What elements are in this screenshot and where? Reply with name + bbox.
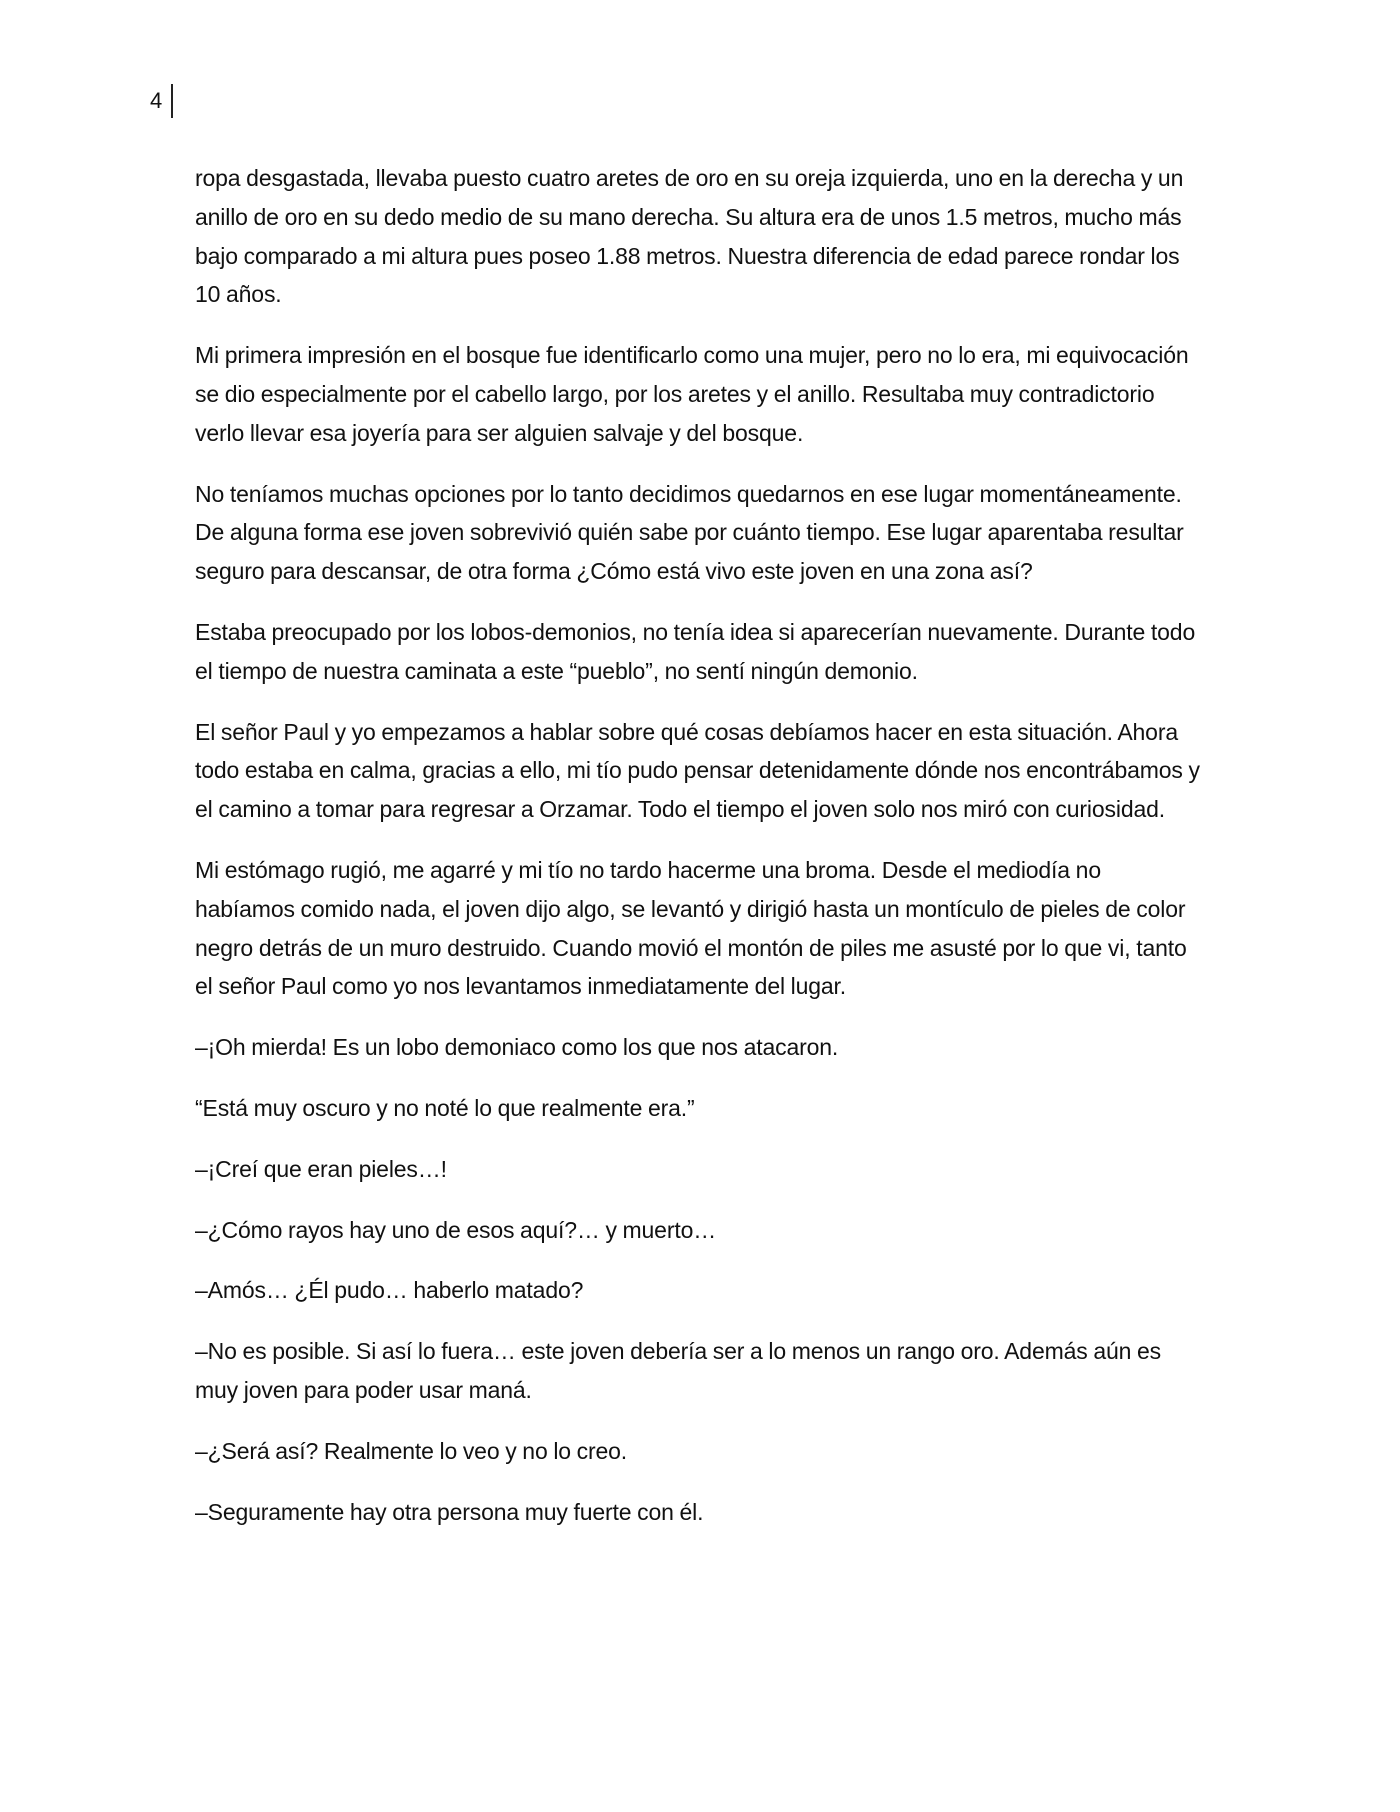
dialogue-line-2: –¡Creí que eran pieles…! — [195, 1155, 447, 1182]
paragraph-2: Mi primera impresión en el bosque fue identificarlo como una mujer, pero no lo era, mi equivocación se dio especialmente por el cabello largo, por los aretes y el anillo. Resultaba muy contradictorio verlo llevar esa joyería para ser alguien salvaje y del bosque. — [195, 342, 1189, 446]
thought-line: “Está muy oscuro y no noté lo que realmente era.” — [195, 1094, 695, 1121]
paragraph-4: Estaba preocupado por los lobos-demonios, no tenía idea si aparecerían nuevamente. Durante todo el tiempo de nuestra caminata a este “pueblo”, no sentí ningún demonio. — [195, 618, 1196, 684]
paragraph-6: Mi estómago rugió, me agarré y mi tío no tardo hacerme una broma. Desde el mediodía no habíamos comido nada, el joven dijo algo, se levantó y dirigió hasta un montículo de pieles de color negro detrás de un muro destruido. Cuando movió el montón de piles me asusté por lo que vi, tanto el señor Paul como yo nos levantamos inmediatamente del lugar. — [195, 856, 1187, 1000]
dialogue-line-1: –¡Oh mierda! Es un lobo demoniaco como los que nos atacaron. — [195, 1034, 839, 1061]
page-number: 4 — [150, 88, 163, 113]
dialogue-line-3: –¿Cómo rayos hay uno de esos aquí?… y muerto… — [195, 1216, 717, 1243]
paragraph-1: ropa desgastada, llevaba puesto cuatro aretes de oro en su oreja izquierda, uno en la derecha y un anillo de oro en su dedo medio de su mano derecha. Su altura era de unos 1.5 metros, mucho más bajo comparado a mi altura pues poseo 1.88 metros. Nuestra diferencia de edad parece rondar los 10 años. — [195, 165, 1184, 308]
dialogue-line-4: –Amós… ¿Él pudo… haberlo matado? — [195, 1277, 584, 1304]
header-rule — [171, 84, 173, 118]
paragraph-5: El señor Paul y yo empezamos a hablar sobre qué cosas debíamos hacer en esta situación. Ahora todo estaba en calma, gracias a ello, mi tío pudo pensar detenidamente dónde nos encontrábamos y el camino a tomar para regresar a Orzamar. Todo el tiempo el joven solo nos miró con curiosidad. — [195, 718, 1200, 823]
body-text — [195, 159, 1205, 1553]
dialogue-line-5: –No es posible. Si así lo fuera… este joven debería ser a lo menos un rango oro. Además aún es muy joven para poder usar maná. — [195, 1338, 1161, 1403]
paragraph-3: No teníamos muchas opciones por lo tanto decidimos quedarnos en ese lugar momentáneamente. De alguna forma ese joven sobrevivió quién sabe por cuánto tiempo. Ese lugar aparentaba resultar seguro para descansar, de otra forma ¿Cómo está vivo este joven en una zona así? — [195, 480, 1184, 585]
dialogue-line-7: –Seguramente hay otra persona muy fuerte con él. — [195, 1498, 704, 1525]
dialogue-line-6: –¿Será así? Realmente lo veo y no lo creo. — [195, 1437, 628, 1464]
page-header — [150, 84, 173, 118]
